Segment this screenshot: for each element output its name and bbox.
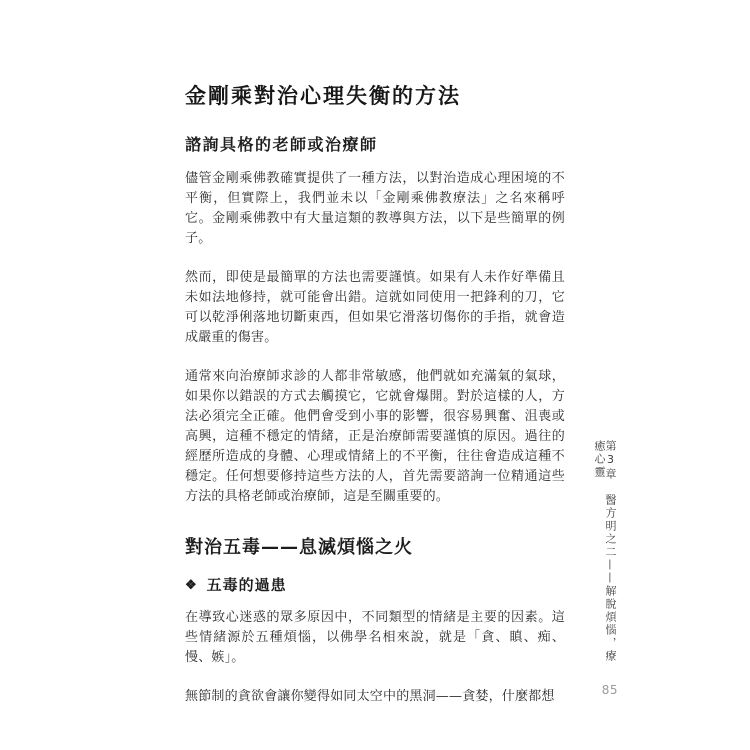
diamond-ornament-icon: ❖ <box>185 578 198 594</box>
subsection-heading-faults <box>185 574 565 595</box>
paragraph-1: 儘管金剛乘佛教確實提供了一種方法，以對治造成心理困境的不平衡，但實際上，我們並未以「金剛乘佛教療法」之名來稱呼它。金剛乘佛教中有大量這類的教導與方法，以下是些簡單的例子。 <box>185 171 565 247</box>
subsection-heading-label: 五毒的過患 <box>206 576 287 595</box>
section-heading-five-poisons: 對治五毒——息滅煩惱之火 <box>185 537 413 559</box>
section-heading-consult: 諮詢具格的老師或治療師 <box>185 135 378 155</box>
paragraph-2: 然而，即使是最簡單的方法也需要謹慎。如果有人未作好準備且未如法地修持，就可能會出錯。這就如同使用一把鋒利的刀，它可以乾淨俐落地切斷東西，但如果它滑落切傷你的手指，就會造成嚴重的傷害。 <box>185 270 565 346</box>
paragraph-3: 通常來向治療師求診的人都非常敏感，他們就如充滿氣的氣球，如果你以錯誤的方式去觸摸它，它就會爆開。對於這樣的人，方法必須完全正確。他們會受到小事的影響，很容易興奮、沮喪或高興，這種不穩定的情緒，正是治療師需要謹慎的原因。過往的經歷所造成的身體、心理或情緒上的不平衡，往往會造成這種不穩定。任何想要修持這些方法的人，首先需要諮詢一位精通這些方法的具格老師或治療師，這是至關重要的。 <box>185 369 565 505</box>
book-page-content <box>185 82 565 707</box>
page-number: 85 <box>601 683 618 697</box>
paragraph-4: 在導致心迷惑的眾多原因中，不同類型的情緒是主要的因素。這些情緒源於五種煩惱，以佛學名相來說，就是「貪、瞋、痴、慢、嫉」。 <box>185 610 565 666</box>
chapter-number-label: 第3章 <box>604 440 617 481</box>
chapter-title-label: 醫方明之二——解脫煩惱，療癒心靈 <box>593 440 617 663</box>
page-title: 金剛乘對治心理失衡的方法 <box>185 83 461 108</box>
paragraph-5: 無節制的貪欲會讓你變得如同太空中的黑洞——貪婪，什麼都想 <box>185 689 555 705</box>
chapter-sidebar <box>594 440 616 665</box>
